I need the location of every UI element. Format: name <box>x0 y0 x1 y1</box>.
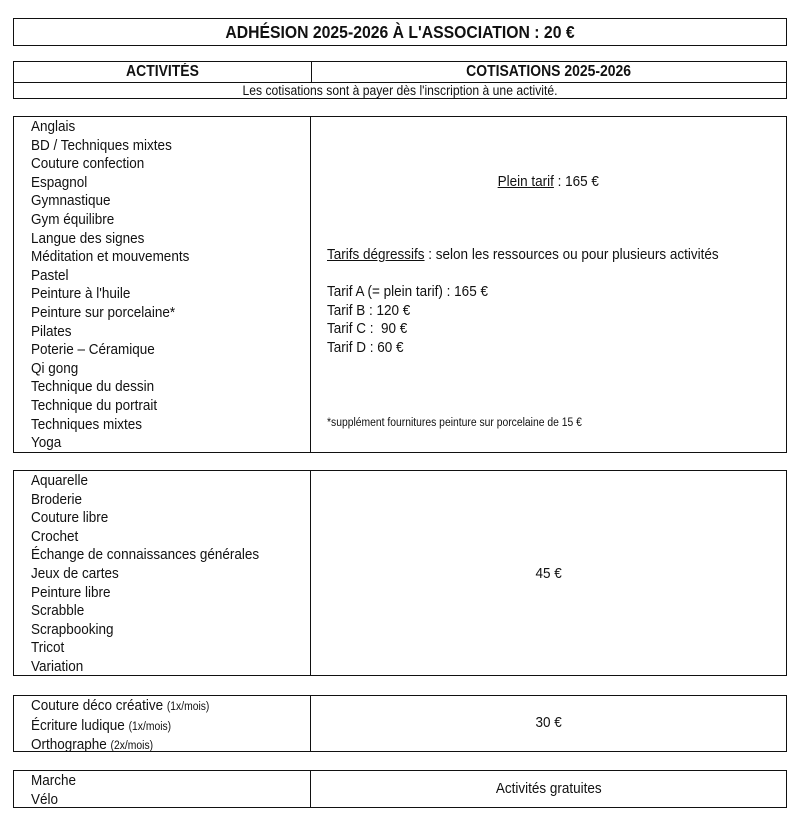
full-fee <box>311 173 786 190</box>
activity-name: Crochet <box>31 527 79 545</box>
porcelain-footnote-text: *supplément fournitures peinture sur porcelaine de 15 € <box>327 417 582 429</box>
fee-cell <box>311 471 786 675</box>
activity-name: Jeux de cartes <box>31 564 119 582</box>
activity-name: Technique du portrait <box>31 396 158 414</box>
activity-item <box>31 230 310 249</box>
degressive-fees-text: : selon les ressources ou pour plusieurs activités <box>424 246 719 263</box>
payment-note <box>14 83 786 99</box>
activity-item <box>31 472 310 491</box>
activity-name: Langue des signes <box>31 229 145 247</box>
activity-item <box>31 211 310 230</box>
activity-name: Scrapbooking <box>31 620 114 638</box>
degressive-fees-label: Tarifs dégressifs <box>327 246 425 263</box>
activity-frequency: (1x/mois) <box>166 701 210 713</box>
activity-name: Techniques mixtes <box>31 415 143 433</box>
activity-item <box>31 602 310 621</box>
activity-item <box>31 546 310 565</box>
activity-item <box>31 118 310 137</box>
activity-name: Marche <box>31 772 77 789</box>
activity-name: Anglais <box>31 118 76 135</box>
fee-value-text: 30 € <box>535 714 562 731</box>
fee-details <box>311 117 786 452</box>
activity-item <box>31 434 310 453</box>
activity-item <box>31 772 310 791</box>
activity-frequency: (2x/mois) <box>110 740 154 753</box>
group-45-activities <box>13 470 787 676</box>
activity-name: Échange de connaissances générales <box>31 546 260 564</box>
activity-item <box>31 717 310 737</box>
activity-item <box>31 304 310 323</box>
activity-name: Gym équilibre <box>31 210 115 228</box>
activity-name: Espagnol <box>31 173 88 191</box>
activity-name: Aquarelle <box>31 472 89 489</box>
membership-title <box>13 18 787 46</box>
activity-item <box>31 285 310 304</box>
tier-d-text: Tarif D : 60 € <box>327 339 404 356</box>
activity-item <box>31 397 310 416</box>
activity-name: Pilates <box>31 322 72 340</box>
activity-item <box>31 341 310 360</box>
activity-item <box>31 621 310 640</box>
full-fee-label: Plein tarif <box>497 173 555 190</box>
activity-item <box>31 416 310 435</box>
activity-item <box>31 155 310 174</box>
fee-value-text: 45 € <box>535 565 562 582</box>
activity-frequency: (1x/mois) <box>128 720 172 733</box>
tier-b-text: Tarif B : 120 € <box>327 302 411 319</box>
activity-name: Tricot <box>31 639 65 657</box>
tier-c-text: Tarif C : 90 € <box>327 320 408 337</box>
activity-name: Couture confection <box>31 155 145 173</box>
activity-name: Écriture ludique <box>31 716 129 734</box>
tier-a <box>327 283 506 302</box>
activity-name: BD / Techniques mixtes <box>31 136 172 154</box>
activity-item <box>31 584 310 603</box>
fee-value <box>311 565 786 582</box>
activity-name: Couture déco créative <box>31 697 167 714</box>
activity-name: Scrabble <box>31 602 85 620</box>
activity-list <box>14 471 311 675</box>
activity-item <box>31 791 310 810</box>
tier-b <box>327 302 420 321</box>
header-fees <box>311 62 786 83</box>
activity-item <box>31 323 310 342</box>
activity-name: Orthographe <box>31 736 111 754</box>
activity-item <box>31 360 310 379</box>
activity-item <box>31 378 310 397</box>
header-fees-label: COTISATIONS 2025-2026 <box>466 63 631 80</box>
activity-item <box>31 192 310 211</box>
activity-item <box>31 658 310 677</box>
activity-name: Peinture sur porcelaine* <box>31 303 176 321</box>
activity-item <box>31 174 310 193</box>
activity-item <box>31 509 310 528</box>
activity-list <box>14 696 311 754</box>
group-30-activities <box>13 695 787 752</box>
activity-item <box>31 267 310 286</box>
header-activities <box>14 62 312 83</box>
activity-name: Méditation et mouvements <box>31 248 190 266</box>
table-header <box>13 61 787 99</box>
activity-list <box>14 771 311 807</box>
activity-name: Poterie – Céramique <box>31 341 155 359</box>
activity-name: Qi gong <box>31 359 79 377</box>
activity-item <box>31 491 310 510</box>
activity-name: Couture libre <box>31 509 109 527</box>
activity-name: Technique du dessin <box>31 378 155 396</box>
activity-item <box>31 565 310 584</box>
fee-cell <box>311 696 786 751</box>
activity-name: Peinture libre <box>31 583 111 601</box>
activity-item <box>31 736 310 756</box>
activity-name: Gymnastique <box>31 192 111 210</box>
degressive-fees <box>327 246 762 265</box>
activity-name: Variation <box>31 657 84 675</box>
full-fee-value: : 165 € <box>554 173 600 190</box>
fee-cell <box>311 771 786 807</box>
tier-d <box>327 339 412 358</box>
activity-name: Peinture à l'huile <box>31 285 131 303</box>
activity-name: Broderie <box>31 490 83 508</box>
group-free-activities <box>13 770 787 808</box>
payment-note-text: Les cotisations sont à payer dès l'inscription à une activité. <box>242 83 558 98</box>
activity-list <box>14 117 311 452</box>
activity-name: Yoga <box>31 434 62 452</box>
activity-name: Vélo <box>31 790 59 808</box>
fee-value-text: Activités gratuites <box>495 780 602 797</box>
group-regular-activities <box>13 116 787 453</box>
activity-item <box>31 639 310 658</box>
fee-value <box>311 780 786 797</box>
activity-item <box>31 248 310 267</box>
activity-item <box>31 137 310 156</box>
activity-name: Pastel <box>31 266 69 284</box>
porcelain-footnote <box>327 417 610 429</box>
fee-value <box>311 714 786 731</box>
tier-c <box>327 320 416 339</box>
header-activities-label: ACTIVITÉS <box>126 63 199 80</box>
activity-item <box>31 528 310 547</box>
activity-item <box>31 697 310 717</box>
membership-title-text: ADHÉSION 2025-2026 À L'ASSOCIATION : 20 € <box>225 22 575 42</box>
tier-a-text: Tarif A (= plein tarif) : 165 € <box>327 283 488 300</box>
